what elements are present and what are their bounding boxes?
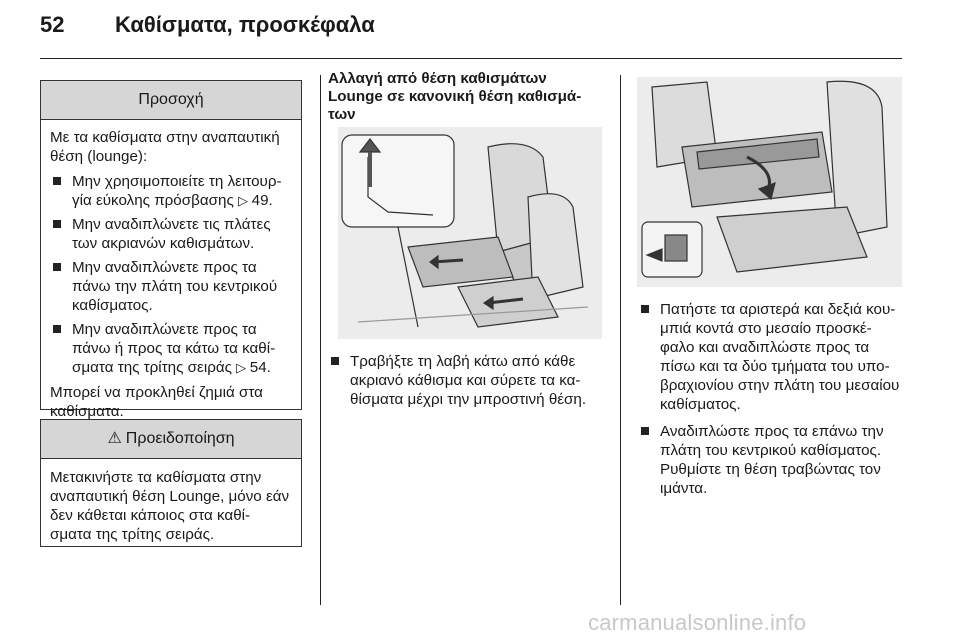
page-number: 52	[40, 12, 65, 37]
caution-closing: Μπορεί να προκληθεί ζημιά στα καθίσματα.	[50, 384, 263, 420]
middle-list	[328, 352, 610, 409]
page-reference[interactable]: 49.	[251, 192, 273, 209]
armrest-fold-illustration	[637, 77, 902, 287]
page-ref-arrow-icon: ▷	[238, 193, 252, 208]
column-divider-right	[620, 75, 621, 605]
list-item: Πατήστε τα αριστερά και δεξιά κου-μπιά κοντά στο μεσαίο προσκέ-φαλο και αναδιπλώστε προς τα πίσω και τα δύο τμήματα του υπο-βραχιονίου στην πλάτη του μεσαίου καθίσματος.	[638, 300, 903, 414]
watermark: carmanualsonline.info	[588, 610, 807, 635]
header-divider	[40, 58, 902, 59]
warning-body: Μετακινήστε τα καθίσματα στην αναπαυτική θέση Lounge, μόνο εάν δεν κάθεται κάποιος στα καθί-σματα της τρίτης σειράς.	[50, 469, 290, 543]
right-instructions	[638, 300, 903, 506]
list-item: Μην αναδιπλώνετε προς τα πάνω ή προς τα κάτω τα καθί-σματα της τρίτης σειράς ▷ 54.	[50, 320, 291, 377]
section-heading: Αλλαγή από θέση καθισμάτων Lounge σε κανονική θέση καθισμά-των	[328, 70, 582, 123]
caution-body	[41, 120, 301, 429]
list-item: Μην χρησιμοποιείτε τη λειτουρ-γία εύκολης πρόσβασης ▷ 49.	[50, 172, 291, 210]
list-item: Τραβήξτε τη λαβή κάτω από κάθε ακριανό κάθισμα και σύρετε τα κα-θίσματα μέχρι την μπροστινή θέση.	[328, 352, 610, 409]
caution-box	[40, 80, 302, 420]
list-item: Αναδιπλώστε προς τα επάνω την πλάτη του κεντρικού καθίσματος. Ρυθμίστε τη θέση τραβώντας τον ιμάντα.	[638, 422, 903, 498]
page-reference[interactable]: 54.	[249, 359, 271, 376]
list-item: Μην αναδιπλώνετε τις πλάτες των ακριανών καθισμάτων.	[50, 215, 291, 253]
warning-box	[40, 419, 302, 547]
page-title: Καθίσματα, προσκέφαλα	[115, 12, 375, 37]
caution-list	[50, 172, 291, 377]
list-item: Μην αναδιπλώνετε προς τα πάνω την πλάτη του κεντρικού καθίσματος.	[50, 258, 291, 315]
seat-slide-illustration	[338, 127, 602, 339]
warning-header	[41, 420, 301, 459]
page-ref-arrow-icon: ▷	[236, 360, 250, 375]
caution-heading: Προσοχή	[41, 81, 301, 120]
seat-slide-drawing	[338, 127, 602, 339]
caution-intro: Με τα καθίσματα στην αναπαυτική θέση (lounge):	[50, 129, 280, 165]
right-list	[638, 300, 903, 498]
warning-heading: Προειδοποίηση	[125, 430, 235, 447]
armrest-fold-drawing	[637, 77, 902, 287]
warning-triangle-icon: ⚠	[107, 430, 122, 447]
middle-instructions	[328, 352, 610, 417]
column-divider-left	[320, 75, 321, 605]
